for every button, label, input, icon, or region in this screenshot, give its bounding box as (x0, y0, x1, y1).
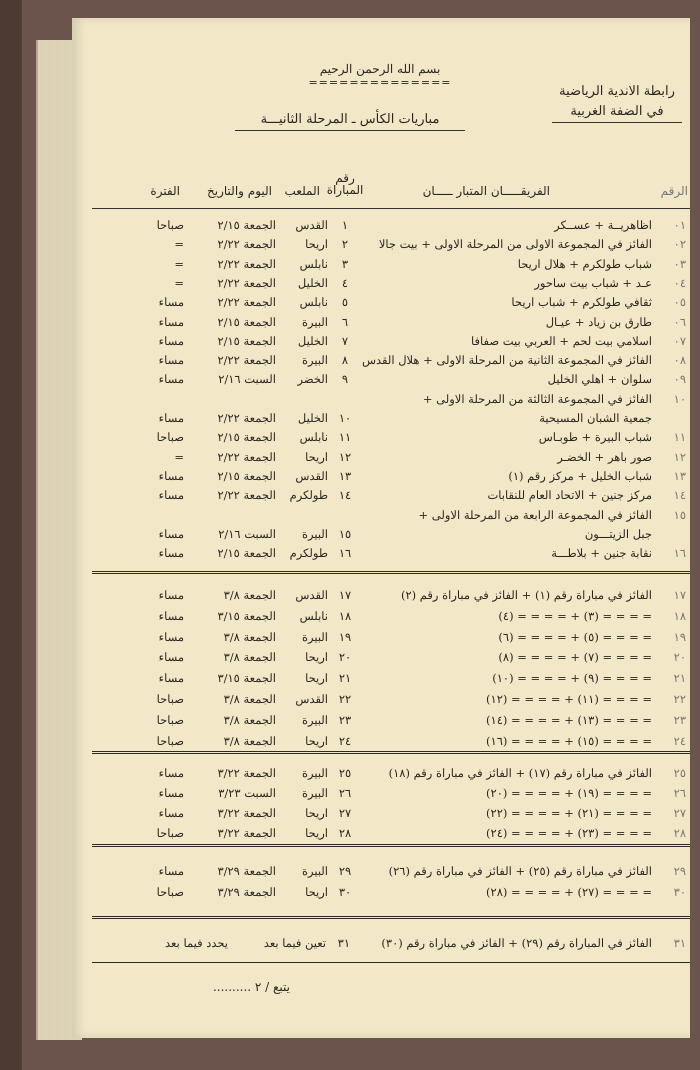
match-teams: الفائز في المجموعة الاولى من المرحلة الاولى + بيت جالا (378, 237, 652, 252)
match-period: صباحا (156, 712, 184, 727)
match-teams: = = = = (١٣) + = = = = (١٤) (486, 712, 652, 727)
match-period: مساء (158, 588, 184, 602)
match-teams: ثقافي طولكرم + شباب اريحا (511, 295, 652, 310)
match-venue: اريحا (305, 650, 328, 665)
match-period: مساء (158, 353, 184, 368)
match-teams: = = = = (٢٧) + = = = = (٢٨) (486, 885, 652, 899)
table-row (92, 469, 690, 489)
match-period: = (174, 237, 184, 252)
table-row (92, 671, 690, 691)
match-period: مساء (158, 650, 184, 665)
match-index: ٢٧ (673, 806, 686, 820)
match-teams: = = = = (١١) + = = = = (١٢) (486, 692, 652, 706)
book-spine (0, 0, 22, 1070)
match-venue: البيرة (301, 712, 328, 727)
match-venue: البيرة (301, 786, 328, 800)
match-venue: البيرة (301, 353, 328, 368)
match-venue: القدس (295, 218, 328, 232)
table-row (92, 430, 690, 450)
match-period: مساء (158, 333, 184, 348)
table-row (92, 546, 690, 566)
basmala: بسم الله الرحمن الرحيم (319, 62, 441, 76)
match-number: ١٤ (338, 488, 352, 503)
match-index: ٢٠ (673, 650, 686, 665)
match-date: الجمعة ٢/٢٢ (217, 411, 276, 425)
table-row (92, 692, 690, 712)
table-row (92, 806, 690, 826)
match-date: الجمعة ٣/٢٢ (217, 806, 276, 820)
match-number: ٢٢ (338, 692, 352, 706)
league-title (552, 82, 682, 123)
match-date: الجمعة ٢/٢٢ (217, 237, 276, 252)
match-number: ١ (341, 218, 349, 232)
match-period: مساء (158, 671, 184, 686)
match-date: السبت ٢/١٦ (218, 526, 276, 541)
match-teams: جبل الزيتـــون (584, 526, 652, 541)
match-number: ٣٠ (338, 885, 352, 899)
match-number: ٢٠ (338, 650, 352, 665)
basmala-underline: ============== (308, 76, 452, 89)
match-period: صباحا (156, 218, 184, 232)
section-divider (92, 844, 690, 847)
match-teams: شباب طولكرم + هلال اريحا (517, 256, 652, 271)
match-number: ١٥ (338, 526, 352, 541)
section-divider (92, 571, 690, 574)
match-venue: اريحا (305, 885, 328, 899)
table-row (92, 276, 690, 296)
match-teams: مركز جنين + الاتحاد العام للنقابات (487, 488, 652, 503)
match-teams: الفائز في المجموعة الثانية من المرحلة الاولى + هلال القدس (361, 353, 652, 368)
match-index: ٢٢ (673, 692, 686, 706)
match-teams: اظاهريــة + عســكر (554, 218, 652, 232)
match-period: مساء (158, 864, 184, 878)
match-date: الجمعة ٣/٢٢ (217, 826, 276, 840)
match-venue: القدس (295, 468, 328, 483)
match-date: السبت ٢/١٦ (218, 372, 276, 387)
match-venue: الخليل (297, 411, 328, 425)
final-teams: الفائز في المباراة رقم (٢٩) + الفائز في مباراة رقم (٣٠) (381, 936, 652, 950)
match-date: الجمعة ٢/١٥ (217, 468, 276, 483)
match-index: ٠٣ (673, 256, 686, 271)
table-row (92, 237, 690, 257)
match-date: الجمعة ٣/١٥ (217, 608, 276, 623)
match-teams: = = = = (٧) + = = = = (٨) (498, 650, 652, 665)
match-date: الجمعة ٣/٨ (223, 588, 276, 602)
match-venue: نابلس (299, 256, 328, 271)
match-period: مساء (158, 314, 184, 329)
league-line-2: في الضفة الغربية (552, 102, 682, 123)
page-subtitle: مباريات الكأس ـ المرحلة الثانيـــة (235, 112, 465, 131)
table-row (92, 650, 690, 670)
match-period: مساء (158, 766, 184, 780)
match-period: مساء (158, 526, 184, 541)
match-number: ٤ (341, 275, 349, 290)
match-date: الجمعة ٣/٨ (223, 650, 276, 665)
table-row (92, 218, 690, 238)
match-number: ٥ (341, 295, 349, 310)
table-row (92, 713, 690, 733)
match-teams: سلوان + اهلي الخليل (547, 372, 652, 387)
match-date: الجمعة ٢/١٥ (217, 546, 276, 561)
match-venue: طولكرم (289, 488, 328, 503)
match-date: الجمعة ٢/١٥ (217, 430, 276, 445)
match-index: ١٥ (673, 507, 686, 522)
match-date: الجمعة ٢/١٥ (217, 218, 276, 232)
col-num: الرقم (660, 184, 688, 198)
match-number: ١٩ (338, 629, 352, 644)
match-number: ٩ (341, 372, 349, 387)
match-period: مساء (158, 629, 184, 644)
match-number: ٢٨ (338, 826, 352, 840)
match-date: الجمعة ٢/١٥ (217, 333, 276, 348)
table-row (92, 609, 690, 629)
match-teams: الفائز في المجموعة الرابعة من المرحلة الاولى + (418, 507, 652, 522)
match-period: مساء (158, 488, 184, 503)
table-row (92, 864, 690, 884)
match-date: الجمعة ٣/٢٢ (217, 766, 276, 780)
match-index: ٢٤ (673, 733, 686, 748)
match-venue: نابلس (299, 295, 328, 310)
match-index: ٣٠ (673, 885, 686, 899)
match-period: مساء (158, 411, 184, 425)
match-teams: عـد + شباب بيت ساحور (534, 275, 652, 290)
col-venue: الملعب (284, 184, 320, 198)
match-date: الجمعة ٣/٨ (223, 692, 276, 706)
match-number: ٢٧ (338, 806, 352, 820)
col-match: رقم المباراة (326, 171, 364, 197)
match-date: الجمعة ٢/٢٢ (217, 488, 276, 503)
match-index: ٢١ (673, 671, 686, 686)
match-teams: الفائز في مباراة رقم (١٧) + الفائز في مباراة رقم (١٨) (388, 766, 652, 780)
match-venue: نابلس (299, 430, 328, 445)
match-venue: اريحا (305, 671, 328, 686)
table-header (92, 164, 690, 209)
match-date: الجمعة ٣/١٥ (217, 671, 276, 686)
match-teams: شباب الخليل + مركز رقم (١) (508, 468, 652, 483)
section-divider (92, 916, 690, 919)
match-period: صباحا (156, 826, 184, 840)
section-divider (92, 962, 690, 963)
match-index: ١٨ (673, 608, 686, 623)
match-date: الجمعة ٣/٢٩ (217, 864, 276, 878)
match-period: مساء (158, 608, 184, 623)
match-index: ٠٨ (673, 353, 686, 368)
match-index: ٠٩ (673, 372, 686, 387)
table-row (92, 527, 690, 547)
match-index: ٠٤ (673, 275, 686, 290)
match-venue: الخضر (297, 372, 328, 387)
match-index: ٢٥ (673, 766, 686, 780)
table-row (92, 372, 690, 392)
table-row (92, 630, 690, 650)
match-date: الجمعة ٢/٢٢ (217, 275, 276, 290)
match-number: ٢٤ (338, 733, 352, 748)
match-teams: شباب البيرة + طوبـاس (538, 430, 652, 445)
match-number: ١٢ (338, 449, 352, 464)
match-venue: البيرة (301, 526, 328, 541)
match-teams: طارق بن زياد + عيـال (545, 314, 652, 329)
match-date: الجمعة ٢/١٥ (217, 314, 276, 329)
table-row (92, 588, 690, 608)
final-match-number: ٣١ (337, 936, 350, 950)
match-period: مساء (158, 806, 184, 820)
table-row (92, 353, 690, 373)
table-row (92, 885, 690, 905)
match-index: ١٧ (673, 588, 686, 602)
table-row (92, 826, 690, 846)
match-index: ٢٦ (673, 786, 686, 800)
match-number: ١٨ (338, 608, 352, 623)
match-teams: نقابة جنين + بلاطـــة (551, 546, 652, 561)
match-index: ٠١ (673, 218, 686, 232)
match-teams: صور باهر + الخضـر (557, 449, 652, 464)
match-index: ٠٥ (673, 295, 686, 310)
section-divider (92, 751, 690, 754)
match-index: ١٠ (673, 391, 686, 406)
match-index: ٠٢ (673, 237, 686, 252)
final-date: يحدد فيما بعد (165, 936, 228, 950)
match-teams: = = = = (٣) + = = = = (٤) (498, 608, 652, 623)
match-index: ١٩ (673, 629, 686, 644)
match-number: ٢٩ (338, 864, 352, 878)
match-venue: البيرة (301, 864, 328, 878)
match-number: ٣ (341, 256, 349, 271)
match-teams: = = = = (٢١) + = = = = (٢٢) (486, 806, 652, 820)
match-teams: جمعية الشبان المسيحية (539, 411, 652, 425)
match-venue: القدس (295, 692, 328, 706)
table-row (92, 786, 690, 806)
match-date: الجمعة ٢/٢٢ (217, 353, 276, 368)
col-date: اليوم والتاريخ (207, 184, 272, 198)
match-period: مساء (158, 295, 184, 310)
match-venue: نابلس (299, 608, 328, 623)
final-match-row (92, 936, 690, 956)
match-index: ٠٧ (673, 333, 686, 348)
match-index: ١١ (673, 430, 686, 445)
match-venue: البيرة (301, 314, 328, 329)
match-date: الجمعة ٣/٨ (223, 712, 276, 727)
table-row (92, 488, 690, 508)
match-number: ١١ (338, 430, 352, 445)
match-date: الجمعة ٣/٢٩ (217, 885, 276, 899)
match-teams: = = = = (٢٣) + = = = = (٢٤) (486, 826, 652, 840)
table-row (92, 450, 690, 470)
match-venue: البيرة (301, 629, 328, 644)
match-index: ١٢ (673, 449, 686, 464)
match-venue: الخليل (297, 275, 328, 290)
match-period: = (174, 449, 184, 464)
col-teams: الفريقـــــان المتبار ـــــان (422, 184, 550, 198)
match-number: ١٦ (338, 546, 352, 561)
league-line-1: رابطة الاندية الرياضية (559, 84, 675, 99)
match-venue: اريحا (305, 449, 328, 464)
match-teams: الفائز في مباراة رقم (١) + الفائز في مباراة رقم (٢) (400, 588, 652, 602)
match-teams: = = = = (٥) + = = = = (٦) (498, 629, 652, 644)
match-date: الجمعة ٢/٢٢ (217, 256, 276, 271)
table-row (92, 766, 690, 786)
match-venue: البيرة (301, 766, 328, 780)
match-period: مساء (158, 546, 184, 561)
match-teams: الفائز في المجموعة الثالثة من المرحلة الاولى + (422, 391, 652, 406)
match-index: ٢٩ (673, 864, 686, 878)
match-index: ٠٦ (673, 314, 686, 329)
match-number: ٢ (341, 237, 349, 252)
match-number: ١٣ (338, 468, 352, 483)
match-number: ٦ (341, 314, 349, 329)
table-row (92, 257, 690, 277)
match-venue: اريحا (305, 806, 328, 820)
match-venue: طولكرم (289, 546, 328, 561)
basmala-header (280, 62, 480, 89)
table-row (92, 315, 690, 335)
match-index: ٢٣ (673, 712, 686, 727)
table-row (92, 334, 690, 354)
match-teams: الفائز في مباراة رقم (٢٥) + الفائز في مباراة رقم (٢٦) (388, 864, 652, 878)
final-num: ٣١ (673, 936, 686, 950)
match-teams: اسلامي بيت لحم + العربي بيت صفافا (471, 333, 652, 348)
match-period: مساء (158, 786, 184, 800)
table-row (92, 392, 690, 412)
match-period: صباحا (156, 733, 184, 748)
col-period: الفترة (150, 184, 180, 198)
match-period: صباحا (156, 885, 184, 899)
match-index: ١٤ (673, 488, 686, 503)
match-number: ٢٣ (338, 712, 352, 727)
match-index: ١٣ (673, 468, 686, 483)
match-date: الجمعة ٣/٨ (223, 629, 276, 644)
match-period: صباحا (156, 692, 184, 706)
table-row (92, 411, 690, 431)
match-venue: القدس (295, 588, 328, 602)
match-period: مساء (158, 468, 184, 483)
page-footer: يتبع / ٢ .......... (212, 980, 290, 994)
match-teams: = = = = (١٥) + = = = = (١٦) (486, 733, 652, 748)
match-number: ١٠ (338, 411, 352, 425)
match-period: = (174, 275, 184, 290)
match-period: مساء (158, 372, 184, 387)
match-teams: = = = = (١٩) + = = = = (٢٠) (486, 786, 652, 800)
match-period: = (174, 256, 184, 271)
match-number: ٢٦ (338, 786, 352, 800)
match-venue: الخليل (297, 333, 328, 348)
match-index: ١٦ (673, 546, 686, 561)
match-number: ٢١ (338, 671, 352, 686)
match-index: ٢٨ (673, 826, 686, 840)
match-date: الجمعة ٣/٨ (223, 733, 276, 748)
match-period: صباحا (156, 430, 184, 445)
match-date: الجمعة ٢/٢٢ (217, 295, 276, 310)
document-page (72, 18, 690, 1038)
match-date: السبت ٣/٢٣ (218, 786, 276, 800)
match-number: ١٧ (338, 588, 352, 602)
match-number: ٧ (341, 333, 349, 348)
table-row (92, 295, 690, 315)
match-number: ٨ (341, 353, 349, 368)
match-number: ٢٥ (338, 766, 352, 780)
match-venue: اريحا (305, 733, 328, 748)
table-row (92, 508, 690, 528)
match-venue: اريحا (305, 826, 328, 840)
match-venue: اريحا (305, 237, 328, 252)
final-venue: تعين فيما بعد (263, 936, 326, 950)
match-teams: = = = = (٩) + = = = = (١٠) (492, 671, 652, 686)
match-date: الجمعة ٢/٢٢ (217, 449, 276, 464)
